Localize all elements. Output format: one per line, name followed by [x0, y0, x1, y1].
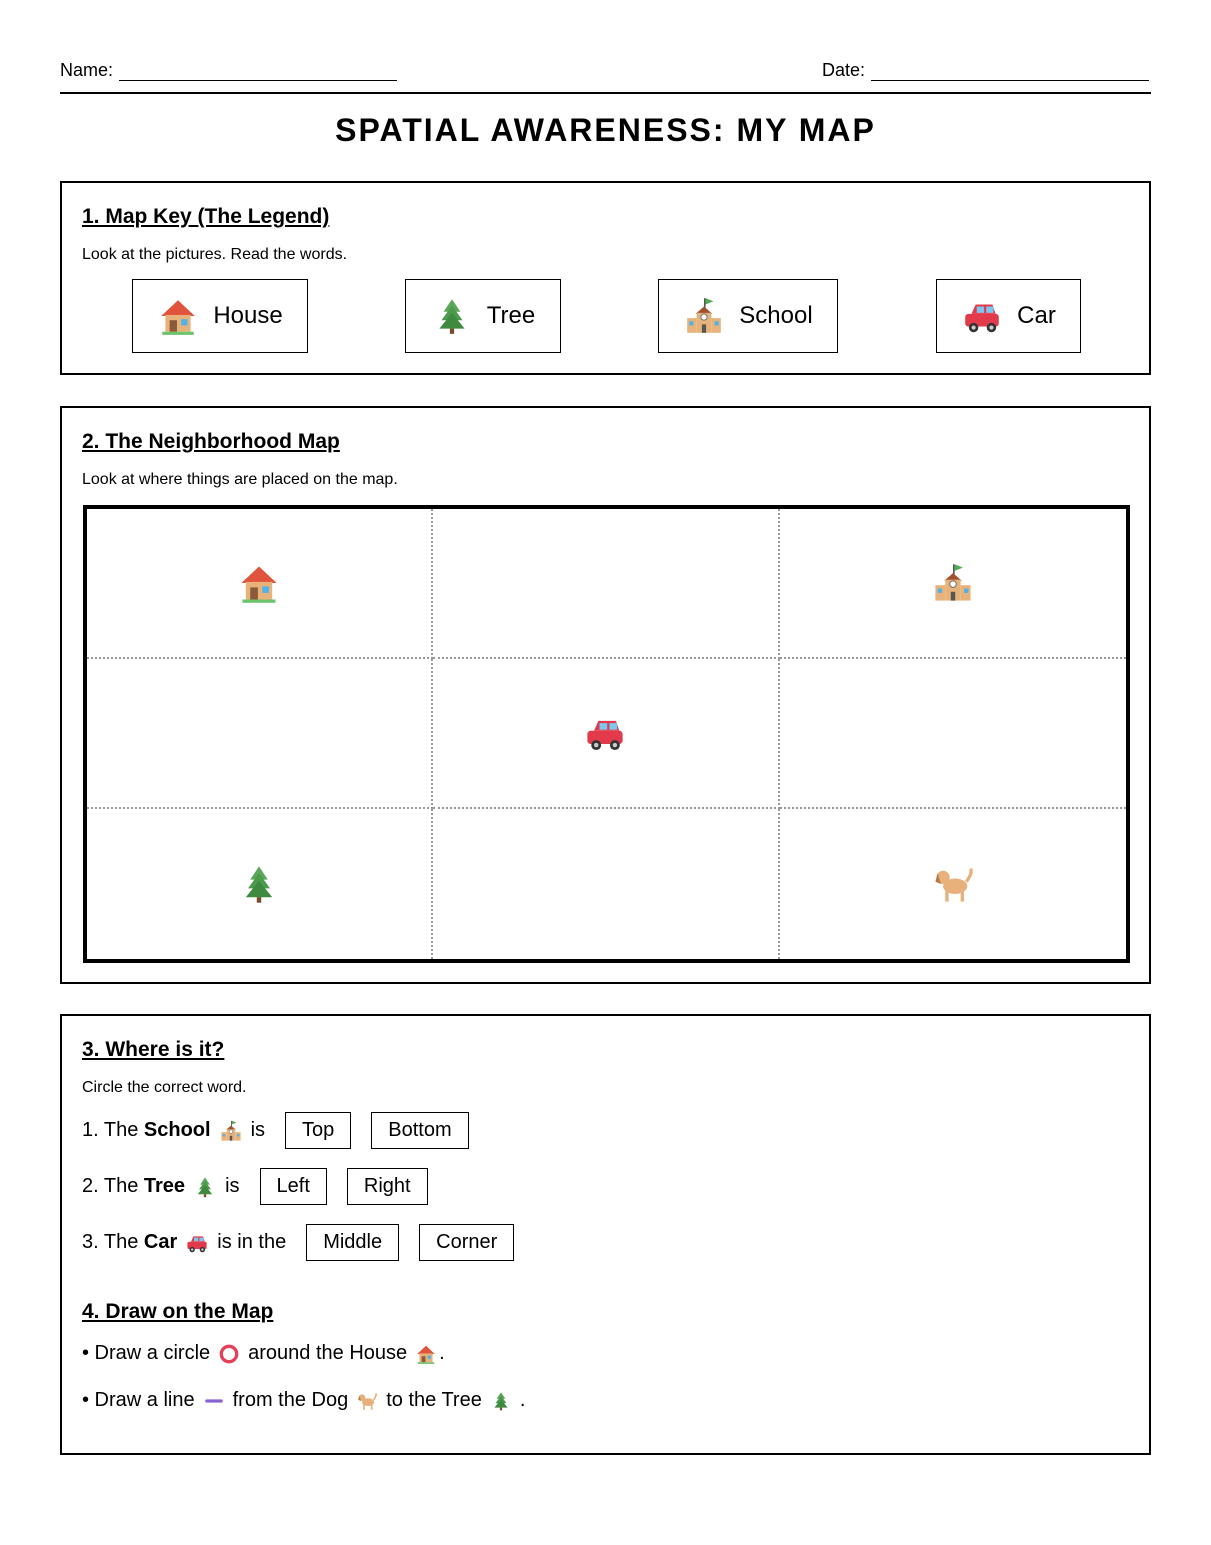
question-suffix: is in the	[217, 1231, 287, 1253]
map-cell[interactable]	[433, 509, 779, 659]
tree-icon	[490, 1390, 512, 1412]
instruction: Look at where things are placed on the map.	[82, 471, 398, 488]
section-heading: 4. Draw on the Map	[82, 1300, 274, 1323]
answer-option[interactable]: Bottom	[371, 1112, 468, 1149]
question-subject: School	[143, 1119, 211, 1141]
map-cell[interactable]	[780, 509, 1126, 659]
house-icon	[237, 561, 281, 605]
question-3	[82, 1224, 514, 1261]
text: .	[439, 1342, 445, 1364]
dog-icon	[356, 1390, 378, 1412]
text: from the Dog	[232, 1389, 349, 1411]
house-icon	[415, 1343, 437, 1365]
text: around the House	[248, 1342, 408, 1364]
question-1	[82, 1112, 469, 1149]
key-label: Car	[1017, 302, 1056, 329]
question-subject: Tree	[143, 1175, 186, 1197]
name-field[interactable]	[60, 60, 397, 81]
map-cell[interactable]	[87, 659, 433, 809]
date-field[interactable]	[822, 60, 1149, 81]
tree-icon	[193, 1175, 217, 1199]
question-prefix: 1. The	[82, 1119, 139, 1141]
question-prefix: 2. The	[82, 1175, 139, 1197]
text: • Draw a circle	[82, 1342, 211, 1364]
key-label: Tree	[486, 302, 536, 329]
instruction: Look at the pictures. Read the words.	[82, 246, 348, 263]
key-label: School	[739, 302, 813, 329]
text: to the Tree	[386, 1389, 482, 1411]
red-circle-icon	[218, 1343, 240, 1365]
tree-icon	[431, 295, 473, 337]
date-label: Date:	[822, 60, 866, 80]
question-2	[82, 1168, 428, 1205]
draw-instruction-circle	[82, 1342, 445, 1365]
car-icon	[185, 1231, 209, 1255]
question-prefix: 3. The	[82, 1231, 139, 1253]
map-cell[interactable]	[780, 659, 1126, 809]
school-icon	[931, 561, 975, 605]
section-map-key	[60, 181, 1151, 375]
map-cell[interactable]	[433, 659, 779, 809]
answer-option[interactable]: Left	[260, 1168, 327, 1205]
map-cell[interactable]	[87, 509, 433, 659]
question-suffix: is	[225, 1175, 240, 1197]
car-icon	[961, 295, 1003, 337]
key-item-car	[936, 279, 1081, 353]
name-blank[interactable]	[119, 62, 397, 81]
section-heading: 3. Where is it?	[82, 1038, 225, 1061]
school-icon	[683, 295, 725, 337]
date-blank[interactable]	[871, 62, 1149, 81]
neighborhood-map-grid[interactable]	[83, 505, 1130, 963]
draw-instruction-line	[82, 1389, 525, 1412]
question-subject: Car	[143, 1231, 178, 1253]
text: .	[519, 1389, 526, 1411]
map-cell[interactable]	[433, 809, 779, 959]
name-label: Name:	[60, 60, 114, 80]
answer-option[interactable]: Middle	[306, 1224, 399, 1261]
text: • Draw a line	[82, 1389, 195, 1411]
answer-option[interactable]: Top	[285, 1112, 351, 1149]
car-icon	[583, 711, 627, 755]
section-heading: 1. Map Key (The Legend)	[82, 205, 330, 228]
map-cell[interactable]	[780, 809, 1126, 959]
header-divider	[60, 92, 1151, 94]
question-suffix: is	[250, 1119, 266, 1141]
section-neighborhood-map	[60, 406, 1151, 984]
section-heading: 2. The Neighborhood Map	[82, 430, 340, 453]
key-item-school	[658, 279, 838, 353]
tree-icon	[237, 862, 281, 906]
instruction: Circle the correct word.	[82, 1079, 247, 1096]
school-icon	[219, 1119, 243, 1143]
map-cell[interactable]	[87, 809, 433, 959]
key-label: House	[213, 302, 283, 329]
page-title: SPATIAL AWARENESS: MY MAP	[335, 112, 876, 148]
house-icon	[157, 295, 199, 337]
answer-option[interactable]: Right	[347, 1168, 428, 1205]
dog-icon	[931, 862, 975, 906]
answer-option[interactable]: Corner	[419, 1224, 514, 1261]
section-where-is-it	[60, 1014, 1151, 1455]
key-item-house	[132, 279, 308, 353]
key-item-tree	[405, 279, 561, 353]
purple-line-icon	[203, 1390, 225, 1412]
